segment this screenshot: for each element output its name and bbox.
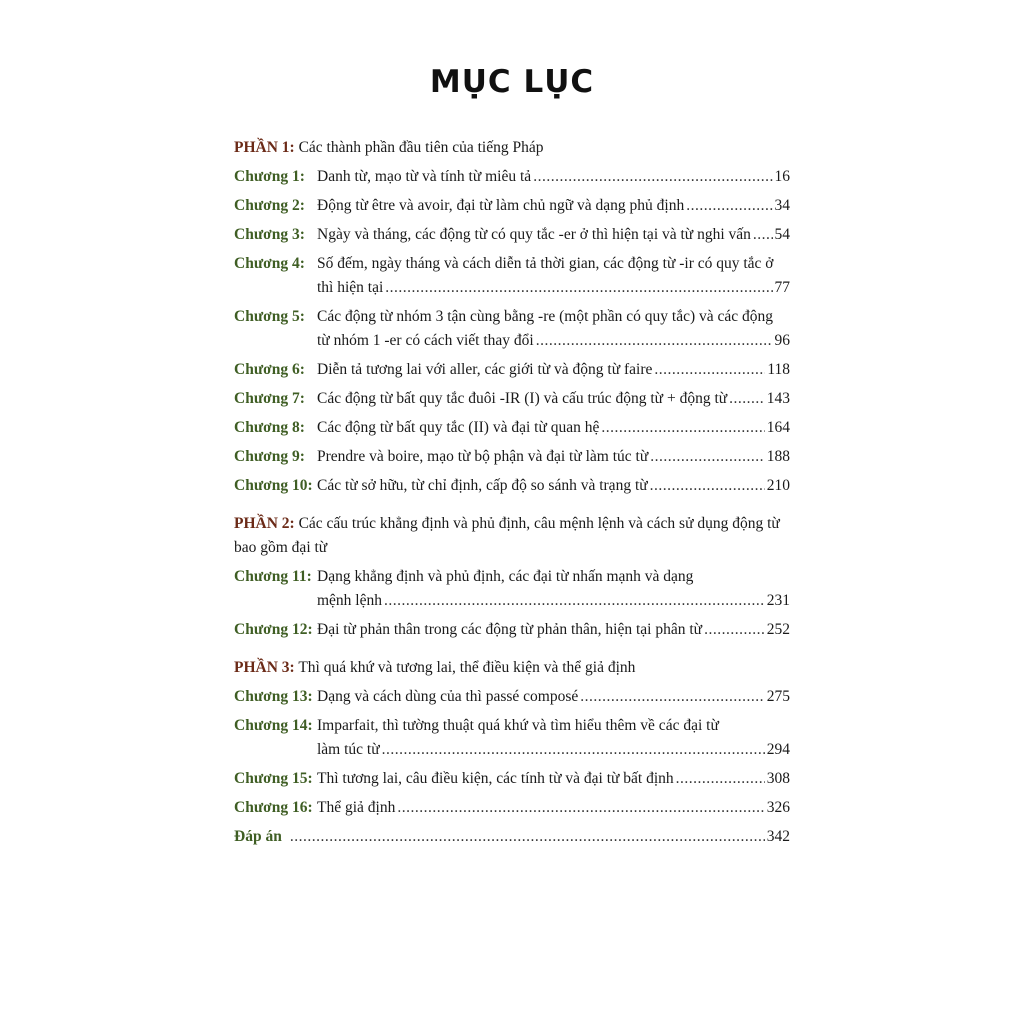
toc-entry[interactable] [234,714,790,762]
part-title: Các cấu trúc khẳng định và phủ định, câu mệnh lệnh và cách sử dụng động từ [298,515,780,532]
leader-dots [729,387,765,411]
chapter-label: Chương 5: [234,308,305,325]
toc-entry[interactable] [234,194,790,218]
page-number: 96 [774,332,790,349]
chapter-label: Chương 1: [234,168,305,185]
leader-dots [385,276,772,300]
chapter-title-cont: làm túc từ [317,741,380,758]
chapter-label: Chương 2: [234,197,305,214]
chapter-title: Các động từ bất quy tắc đuôi -IR (I) và cấu trúc động từ + động từ [317,390,728,407]
leader-dots [382,738,765,762]
chapter-label: Chương 8: [234,419,305,436]
chapter-title: Số đếm, ngày tháng và cách diễn tả thời gian, các động từ -ir có quy tắc ở [317,255,774,272]
part-3-heading [234,656,790,680]
part-label: PHẦN 2: [234,515,295,532]
chapter-title: Thì tương lai, câu điều kiện, các tính từ và đại từ bất định [317,770,674,787]
toc-entry[interactable] [234,474,790,498]
chapter-label: Chương 13: [234,688,313,705]
leader-dots [676,767,765,791]
leader-dots [686,194,772,218]
chapter-label: Chương 10: [234,477,313,494]
chapter-title: Danh từ, mạo từ và tính từ miêu tả [317,168,532,185]
chapter-title: Imparfait, thì tường thuật quá khứ và tìm hiểu thêm về các đại từ [317,717,719,734]
chapter-label: Chương 6: [234,361,305,378]
toc-entry[interactable] [234,358,790,382]
chapter-title-cont: thì hiện tại [317,279,384,296]
chapter-title: Động từ être và avoir, đại từ làm chủ ngữ và dạng phủ định [317,197,685,214]
page-number: 118 [767,361,790,378]
chapter-label: Chương 16: [234,799,313,816]
leader-dots [580,685,764,709]
page-number: 231 [766,592,790,609]
part-title-cont: bao gồm đại từ [234,539,328,556]
leader-dots [704,618,765,642]
page-number: 294 [766,741,790,758]
leader-dots [536,329,773,353]
part-label: PHẦN 1: [234,139,295,156]
page-number: 326 [766,799,790,816]
leader-dots [654,358,765,382]
leader-dots [650,474,765,498]
toc-entry[interactable] [234,618,790,642]
toc-entry[interactable] [234,165,790,189]
toc-entry[interactable] [234,767,790,791]
page-number: 143 [766,390,790,407]
page-number: 210 [766,477,790,494]
page-number: 16 [774,168,790,185]
page-title: MỤC LỤC [429,64,595,100]
leader-dots [290,825,765,849]
chapter-label: Chương 11: [234,568,312,585]
page-number: 164 [766,419,790,436]
chapter-title-cont: mệnh lệnh [317,592,382,609]
page-number: 77 [774,279,790,296]
toc-entry[interactable] [234,685,790,709]
section-gap [234,642,790,656]
toc-entry[interactable] [234,223,790,247]
leader-dots [533,165,772,189]
toc-entry[interactable] [234,416,790,440]
chapter-title: Dạng khẳng định và phủ định, các đại từ nhấn mạnh và dạng [317,568,694,585]
section-gap [234,498,790,512]
page-number: 308 [766,770,790,787]
table-of-contents [234,136,790,849]
leader-dots [384,589,765,613]
chapter-title: Các từ sở hữu, từ chỉ định, cấp độ so sánh và trạng từ [317,477,648,494]
toc-entry[interactable] [234,796,790,820]
leader-dots [753,223,773,247]
leader-dots [650,445,765,469]
chapter-label: Chương 3: [234,226,305,243]
toc-entry[interactable] [234,252,790,300]
page-number: 275 [766,688,790,705]
toc-entry[interactable] [234,387,790,411]
part-title: Các thành phần đầu tiên của tiếng Pháp [298,139,544,156]
chapter-label: Chương 12: [234,621,313,638]
chapter-label: Chương 7: [234,390,305,407]
toc-entry[interactable] [234,565,790,613]
page-number: 342 [766,828,790,845]
toc-entry[interactable] [234,445,790,469]
page-number: 54 [774,226,790,243]
chapter-title: Ngày và tháng, các động từ có quy tắc -er ở thì hiện tại và từ nghi vấn [317,226,751,243]
chapter-title: Dạng và cách dùng của thì passé composé [317,688,579,705]
leader-dots [601,416,764,440]
chapter-title: Các động từ bất quy tắc (II) và đại từ quan hệ [317,419,600,436]
chapter-label: Chương 15: [234,770,313,787]
part-1-heading [234,136,790,160]
chapter-title-cont: từ nhóm 1 -er có cách viết thay đổi [317,332,534,349]
part-2-heading [234,512,790,560]
chapter-title: Thể giả định [317,799,396,816]
page-number: 252 [766,621,790,638]
page-number: 34 [774,197,790,214]
leader-dots [397,796,764,820]
toc-entry[interactable] [234,305,790,353]
part-label: PHẦN 3: [234,659,295,676]
answers-label: Đáp án [234,828,282,845]
part-title: Thì quá khứ và tương lai, thể điều kiện và thể giả định [298,659,636,676]
chapter-title: Các động từ nhóm 3 tận cùng bằng -re (một phần có quy tắc) và các động [317,308,774,325]
chapter-label: Chương 14: [234,717,313,734]
page-number: 188 [766,448,790,465]
chapter-label: Chương 4: [234,255,305,272]
chapter-title: Prendre và boire, mạo từ bộ phận và đại từ làm túc từ [317,448,649,465]
toc-entry-answers[interactable] [234,825,790,849]
chapter-title: Đại từ phản thân trong các động từ phản thân, hiện tại phân từ [317,621,703,638]
chapter-title: Diễn tả tương lai với aller, các giới từ và động từ faire [317,361,653,378]
chapter-label: Chương 9: [234,448,305,465]
